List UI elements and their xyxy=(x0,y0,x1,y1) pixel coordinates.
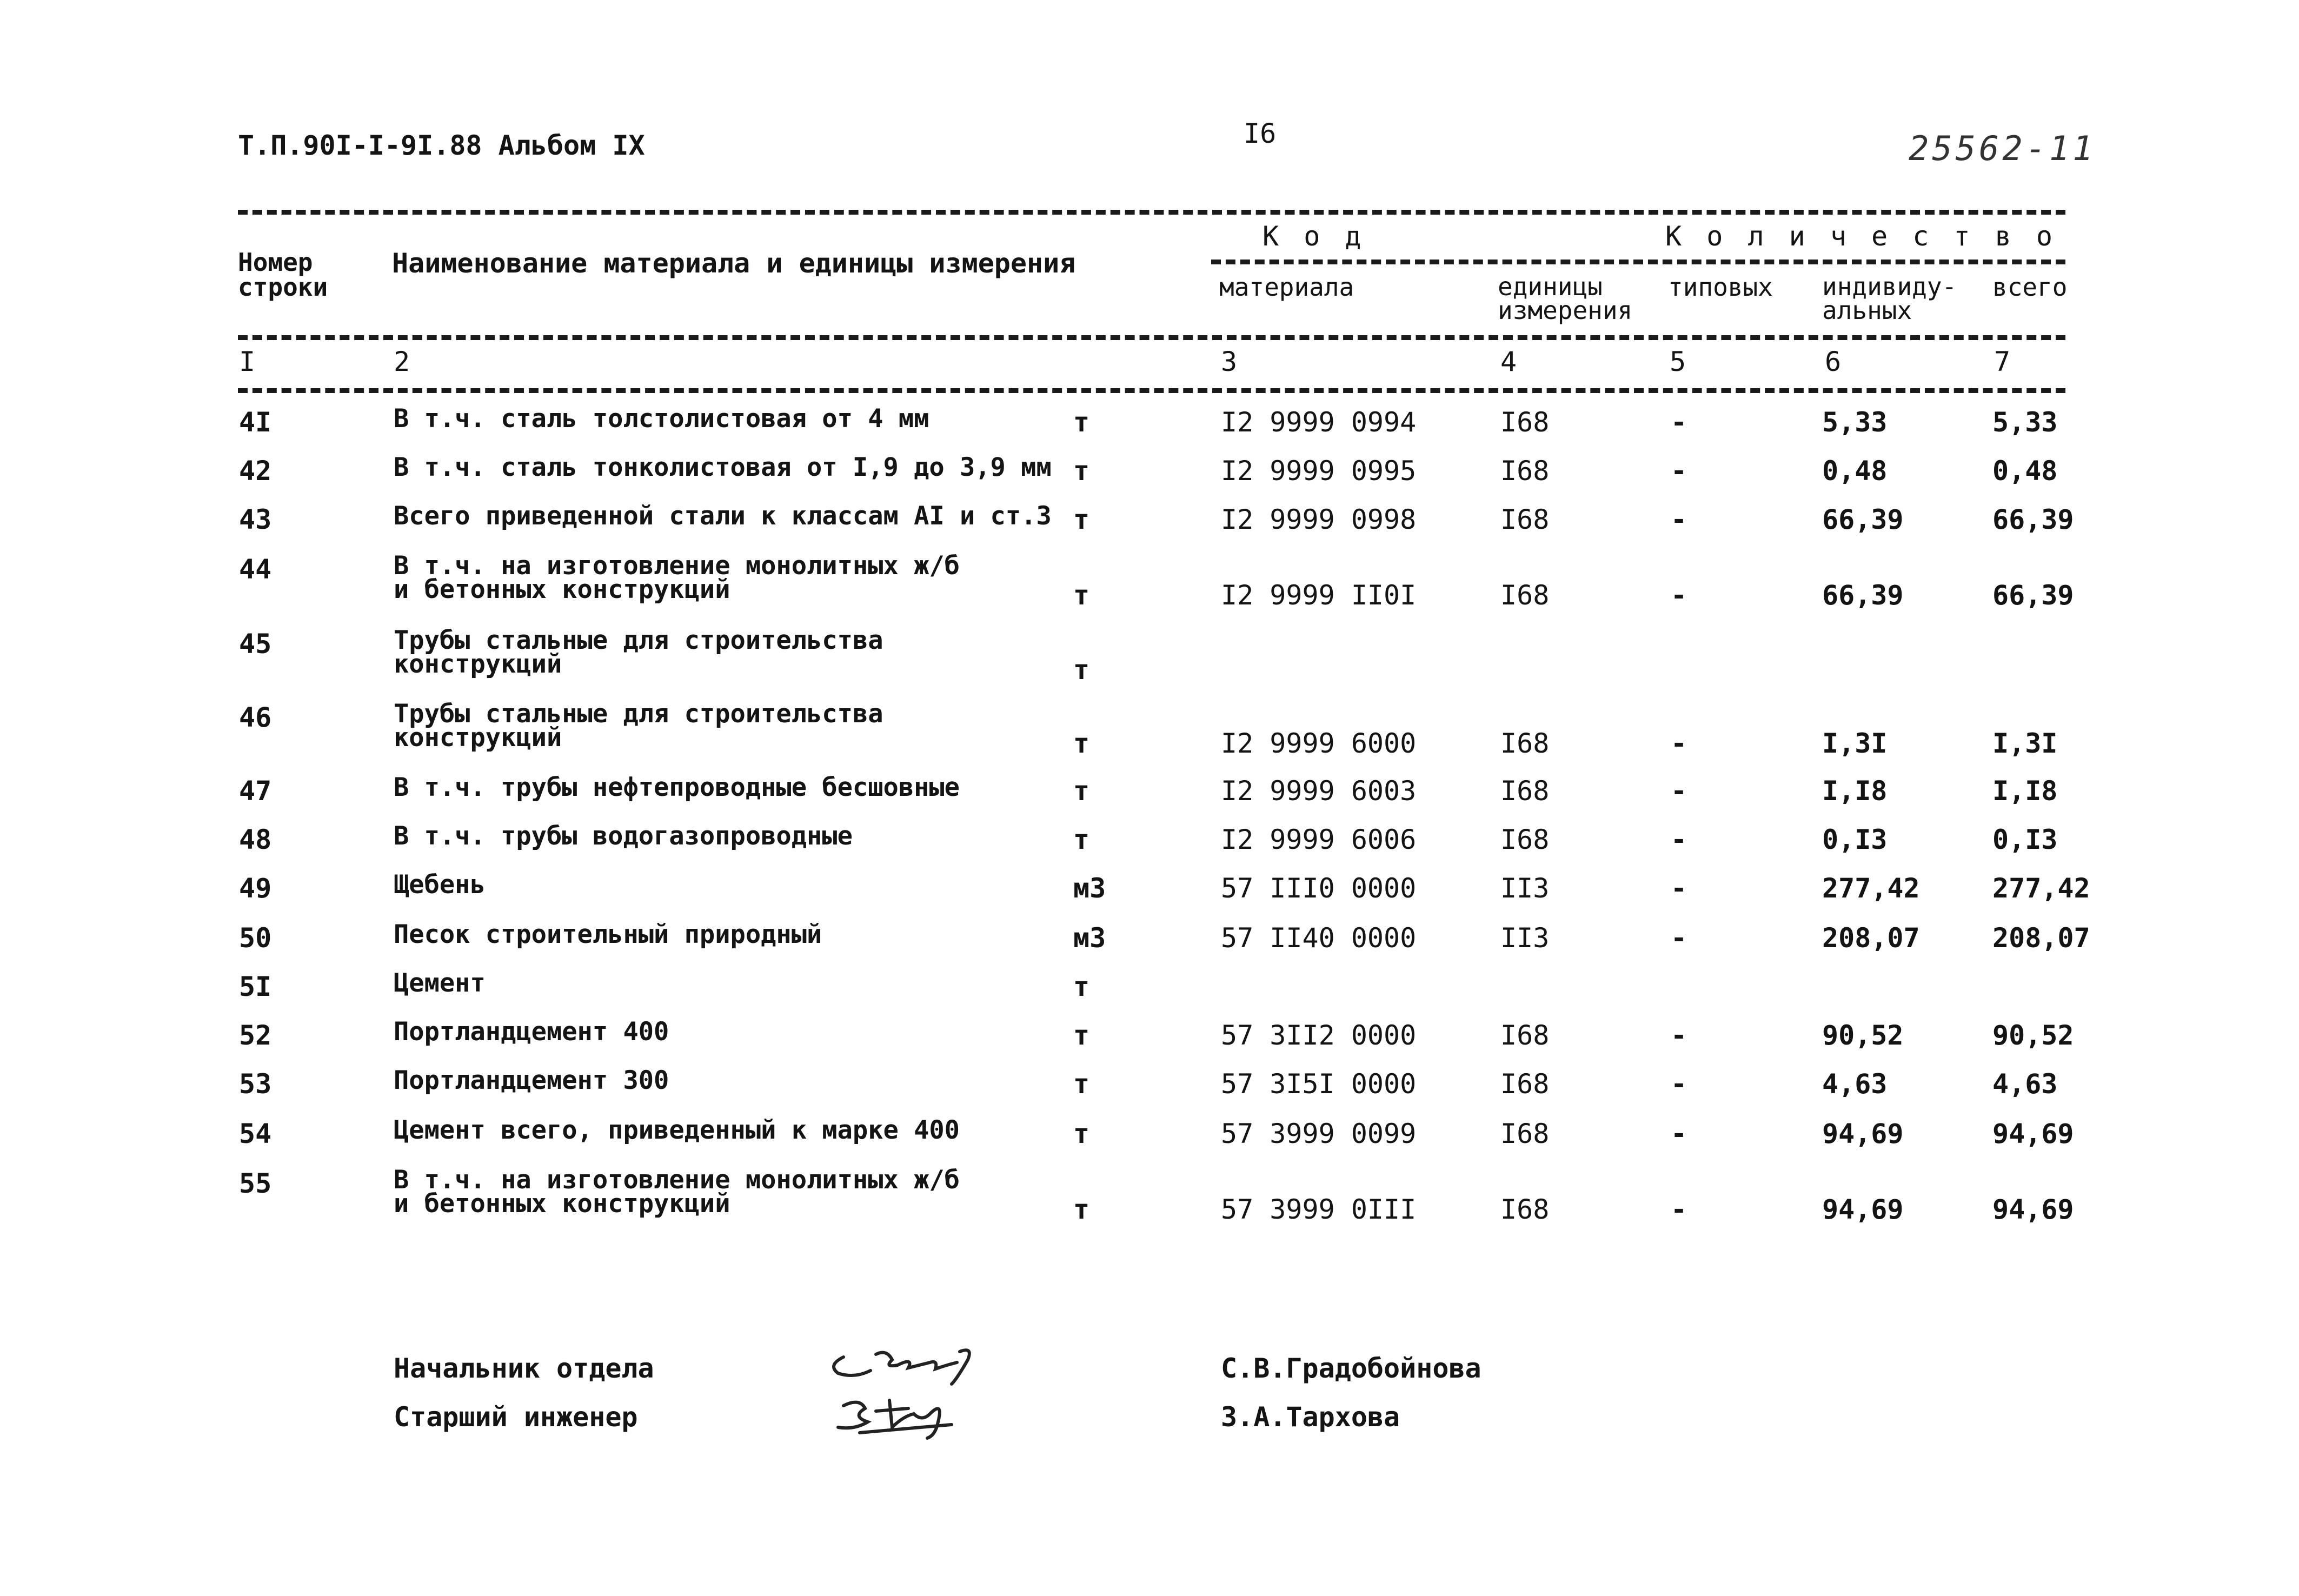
material-name: Цемент xyxy=(394,968,486,998)
total-quantity: 208,07 xyxy=(1992,922,2090,954)
unit-of-measure: т xyxy=(1073,580,1090,611)
individual-quantity: 0,I3 xyxy=(1822,824,1888,855)
col-number-7: 7 xyxy=(1994,346,2011,377)
unit-code: II3 xyxy=(1500,873,1550,904)
total-quantity: 5,33 xyxy=(1992,407,2058,438)
material-name: Трубы стальные для строительства xyxy=(394,699,883,729)
sheet-id: 25562-11 xyxy=(1909,129,2096,168)
individual-quantity: I,3I xyxy=(1822,728,1888,759)
individual-quantity: 4,63 xyxy=(1822,1068,1888,1100)
header-top-rule xyxy=(238,210,2065,215)
typical-quantity: - xyxy=(1671,407,1687,438)
unit-of-measure: т xyxy=(1073,654,1090,686)
material-name: Трубы стальные для строительства xyxy=(394,626,883,655)
material-name: конструкций xyxy=(394,649,562,679)
material-code: 57 3999 0099 xyxy=(1221,1118,1417,1149)
col-unit-code-header: единицы измерения xyxy=(1498,272,1633,325)
page-number: I6 xyxy=(1244,118,1277,149)
material-name: конструкций xyxy=(394,723,562,753)
typical-quantity: - xyxy=(1671,873,1687,904)
unit-of-measure: т xyxy=(1073,407,1090,438)
unit-code: I68 xyxy=(1500,824,1550,855)
row-number: 54 xyxy=(239,1118,272,1149)
col-number-6: 6 xyxy=(1825,346,1842,377)
typical-quantity: - xyxy=(1671,504,1687,535)
row-number: 52 xyxy=(239,1020,272,1051)
material-code: I2 9999 0998 xyxy=(1221,504,1417,535)
signature-title-1: Начальник отдела xyxy=(394,1353,654,1384)
unit-code: I68 xyxy=(1500,728,1550,759)
material-code: 57 3II2 0000 xyxy=(1221,1020,1417,1051)
row-number: 43 xyxy=(239,504,272,535)
unit-code: I68 xyxy=(1500,504,1550,535)
row-number: 44 xyxy=(239,554,272,585)
row-number: 55 xyxy=(239,1168,272,1199)
total-quantity: 0,I3 xyxy=(1992,824,2058,855)
unit-of-measure: т xyxy=(1073,455,1090,487)
col-typical-header: типовых xyxy=(1668,272,1773,302)
material-name: В т.ч. на изготовление монолитных ж/б xyxy=(394,551,960,581)
col-material-header: материала xyxy=(1219,272,1354,302)
total-quantity: 4,63 xyxy=(1992,1068,2058,1100)
material-code: I2 9999 6003 xyxy=(1221,775,1417,807)
signature-title-2: Старший инженер xyxy=(394,1401,638,1433)
material-code: 57 3I5I 0000 xyxy=(1221,1068,1417,1100)
individual-quantity: 90,52 xyxy=(1822,1020,1904,1051)
col-number-5: 5 xyxy=(1670,346,1686,377)
total-quantity: 66,39 xyxy=(1992,580,2074,611)
material-name: В т.ч. сталь толстолистовая от 4 мм xyxy=(394,404,929,434)
row-number: 5I xyxy=(239,971,272,1002)
unit-code: I68 xyxy=(1500,1020,1550,1051)
total-quantity: I,3I xyxy=(1992,728,2058,759)
document-code: Т.П.90I-I-9I.88 Альбом IX xyxy=(238,130,645,161)
code-group-header: К о д xyxy=(1263,221,1366,252)
material-name: Портландцемент 300 xyxy=(394,1066,669,1095)
row-number: 4I xyxy=(239,407,272,438)
typical-quantity: - xyxy=(1671,1020,1687,1051)
row-number: 48 xyxy=(239,824,272,855)
unit-code: I68 xyxy=(1500,455,1550,487)
row-number: 49 xyxy=(239,873,272,904)
material-name: Щебень xyxy=(394,870,486,900)
material-name: В т.ч. трубы нефтепроводные бесшовные xyxy=(394,773,960,802)
signature-scribble-1 xyxy=(822,1335,995,1389)
individual-quantity: 5,33 xyxy=(1822,407,1888,438)
material-name: В т.ч. на изготовление монолитных ж/б xyxy=(394,1165,960,1195)
typical-quantity: - xyxy=(1671,824,1687,855)
typical-quantity: - xyxy=(1671,922,1687,954)
col-number-1: I xyxy=(239,346,256,377)
unit-code: I68 xyxy=(1500,1118,1550,1149)
unit-code: I68 xyxy=(1500,407,1550,438)
individual-quantity: 94,69 xyxy=(1822,1118,1904,1149)
typical-quantity: - xyxy=(1671,455,1687,487)
col-row-number-header: Номер строки xyxy=(238,248,328,302)
individual-quantity: 66,39 xyxy=(1822,580,1904,611)
unit-code: I68 xyxy=(1500,1194,1550,1225)
signature-scribble-2 xyxy=(827,1384,968,1444)
unit-of-measure: т xyxy=(1073,775,1090,807)
typical-quantity: - xyxy=(1671,1118,1687,1149)
typical-quantity: - xyxy=(1671,775,1687,807)
col-name-header: Наименование материала и единицы измерения xyxy=(392,248,1076,279)
col-number-3: 3 xyxy=(1221,346,1238,377)
unit-of-measure: т xyxy=(1073,1020,1090,1051)
unit-code: II3 xyxy=(1500,922,1550,954)
header-mid-rule xyxy=(238,335,2065,340)
material-code: I2 9999 6006 xyxy=(1221,824,1417,855)
row-number: 47 xyxy=(239,775,272,807)
material-name: Портландцемент 400 xyxy=(394,1017,669,1047)
unit-of-measure: т xyxy=(1073,1118,1090,1149)
signature-name-1: С.В.Градобойнова xyxy=(1221,1353,1481,1384)
col-number-4: 4 xyxy=(1500,346,1517,377)
unit-of-measure: т xyxy=(1073,1068,1090,1100)
typical-quantity: - xyxy=(1671,1194,1687,1225)
row-number: 42 xyxy=(239,455,272,487)
material-code: 57 II40 0000 xyxy=(1221,922,1417,954)
unit-of-measure: т xyxy=(1073,971,1090,1002)
total-quantity: I,I8 xyxy=(1992,775,2058,807)
total-quantity: 90,52 xyxy=(1992,1020,2074,1051)
group-sub-rule xyxy=(1211,260,2065,264)
unit-of-measure: т xyxy=(1073,728,1090,759)
row-number: 46 xyxy=(239,702,272,733)
individual-quantity: I,I8 xyxy=(1822,775,1888,807)
material-code: I2 9999 6000 xyxy=(1221,728,1417,759)
total-quantity: 66,39 xyxy=(1992,504,2074,535)
material-name: В т.ч. сталь тонколистовая от I,9 до 3,9 мм xyxy=(394,453,1052,482)
total-quantity: 94,69 xyxy=(1992,1118,2074,1149)
quantity-group-header: К о л и ч е с т в о xyxy=(1665,221,2057,252)
material-code: I2 9999 II0I xyxy=(1221,580,1417,611)
material-name: Песок строительный природный xyxy=(394,920,822,949)
total-quantity: 277,42 xyxy=(1992,873,2090,904)
unit-of-measure: т xyxy=(1073,504,1090,535)
individual-quantity: 277,42 xyxy=(1822,873,1920,904)
total-quantity: 0,48 xyxy=(1992,455,2058,487)
material-code: 57 III0 0000 xyxy=(1221,873,1417,904)
unit-code: I68 xyxy=(1500,580,1550,611)
material-name: В т.ч. трубы водогазопроводные xyxy=(394,821,853,851)
typical-quantity: - xyxy=(1671,728,1687,759)
header-bottom-rule xyxy=(238,388,2065,393)
col-individual-header: индивиду- альных xyxy=(1822,272,1957,325)
material-name: Цемент всего, приведенный к марке 400 xyxy=(394,1115,960,1145)
individual-quantity: 0,48 xyxy=(1822,455,1888,487)
row-number: 53 xyxy=(239,1068,272,1100)
row-number: 45 xyxy=(239,628,272,660)
col-number-2: 2 xyxy=(394,346,410,377)
typical-quantity: - xyxy=(1671,1068,1687,1100)
unit-of-measure: м3 xyxy=(1073,922,1106,954)
individual-quantity: 94,69 xyxy=(1822,1194,1904,1225)
total-quantity: 94,69 xyxy=(1992,1194,2074,1225)
material-name: и бетонных конструкций xyxy=(394,1189,730,1219)
material-name: Всего приведенной стали к классам AI и ст.3 xyxy=(394,501,1052,531)
material-code: I2 9999 0994 xyxy=(1221,407,1417,438)
individual-quantity: 208,07 xyxy=(1822,922,1920,954)
material-name: и бетонных конструкций xyxy=(394,575,730,604)
row-number: 50 xyxy=(239,922,272,954)
unit-of-measure: м3 xyxy=(1073,873,1106,904)
individual-quantity: 66,39 xyxy=(1822,504,1904,535)
col-total-header: всего xyxy=(1992,272,2068,302)
signature-name-2: З.А.Тархова xyxy=(1221,1401,1400,1433)
material-code: 57 3999 0III xyxy=(1221,1194,1417,1225)
unit-code: I68 xyxy=(1500,1068,1550,1100)
material-code: I2 9999 0995 xyxy=(1221,455,1417,487)
unit-of-measure: т xyxy=(1073,824,1090,855)
typical-quantity: - xyxy=(1671,580,1687,611)
unit-of-measure: т xyxy=(1073,1194,1090,1225)
unit-code: I68 xyxy=(1500,775,1550,807)
